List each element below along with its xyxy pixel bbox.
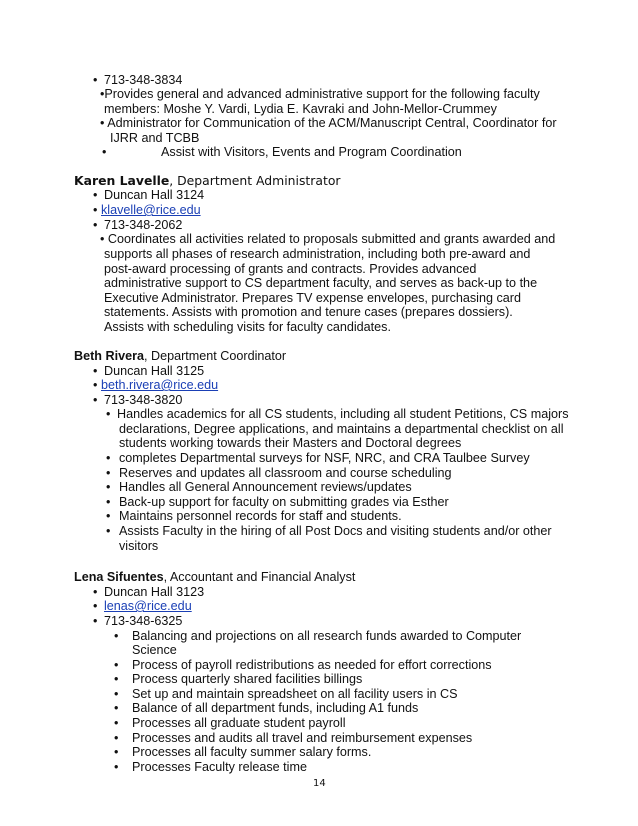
staff-heading — [74, 173, 341, 188]
duty-line: Processes Faculty release time — [132, 760, 307, 774]
duty-line: completes Departmental surveys for NSF, NRC, and CRA Taulbee Survey — [119, 451, 530, 465]
duty-line: •Provides general and advanced administrative support for the following faculty — [100, 87, 540, 101]
bullet: • — [106, 466, 111, 480]
duty-line: Handles all General Announcement reviews/updates — [119, 480, 412, 494]
duty-line: declarations, Degree applications, and maintains a departmental checklist on all — [119, 422, 564, 436]
bullet: • — [114, 731, 119, 745]
duty-line: Executive Administrator. Prepares TV expense envelopes, purchasing card — [104, 291, 521, 305]
bullet: • — [93, 218, 98, 232]
bullet: • — [93, 378, 98, 392]
staff-heading — [74, 570, 355, 585]
bullet: • — [93, 393, 98, 407]
bullet: • — [106, 495, 111, 509]
email-link[interactable]: lenas@rice.edu — [104, 599, 192, 613]
duty-line: Set up and maintain spreadsheet on all facility users in CS — [132, 687, 458, 701]
contact-phone: 713-348-6325 — [104, 614, 183, 628]
duty-line: Processes all graduate student payroll — [132, 716, 346, 730]
duty-line: supports all phases of research administration, including both pre-award and — [104, 247, 531, 261]
email-link[interactable]: klavelle@rice.edu — [101, 203, 201, 217]
duty-line: post-award processing of grants and contracts. Provides advanced — [104, 262, 477, 276]
bullet: • — [106, 407, 111, 421]
staff-title: , Department Coordinator — [144, 349, 287, 363]
bullet: • — [114, 745, 119, 759]
page-number: 14 — [313, 778, 326, 789]
duty-line: Assist with Visitors, Events and Program Coordination — [161, 145, 462, 159]
email-link[interactable]: beth.rivera@rice.edu — [101, 378, 219, 392]
bullet: • — [93, 73, 98, 87]
bullet: • — [93, 188, 98, 202]
duty-line: Process of payroll redistributions as needed for effort corrections — [132, 658, 492, 672]
duty-line: • Coordinates all activities related to proposals submitted and grants awarded and — [100, 232, 556, 246]
duty-line: Processes all faculty summer salary forms. — [132, 745, 372, 759]
duty-line: visitors — [119, 539, 159, 553]
duty-line: Assists with scheduling visits for faculty candidates. — [104, 320, 391, 334]
duty-line: students working towards their Masters and Doctoral degrees — [119, 436, 462, 450]
bullet: • — [106, 480, 111, 494]
bullet: • — [93, 203, 98, 217]
duty-line: IJRR and TCBB — [110, 131, 200, 145]
duty-line: Balance of all department funds, including A1 funds — [132, 701, 419, 715]
bullet: • — [93, 585, 98, 599]
bullet: • — [93, 364, 98, 378]
bullet: • — [114, 687, 119, 701]
duty-line: Reserves and updates all classroom and course scheduling — [119, 466, 452, 480]
staff-title: , Accountant and Financial Analyst — [163, 570, 356, 584]
staff-name: Lena Sifuentes — [74, 570, 164, 584]
staff-heading — [74, 349, 286, 364]
duty-line: Balancing and projections on all research funds awarded to Computer — [132, 629, 522, 643]
bullet: • — [114, 760, 119, 774]
staff-name: Beth Rivera — [74, 349, 144, 363]
duty-line: Handles academics for all CS students, including all student Petitions, CS majors — [117, 407, 569, 421]
duty-line: Maintains personnel records for staff and students. — [119, 509, 402, 523]
duty-line: Processes and audits all travel and reimbursement expenses — [132, 731, 473, 745]
staff-title: , Department Administrator — [169, 173, 341, 188]
duty-line: Science — [132, 643, 177, 657]
office-location: Duncan Hall 3125 — [104, 364, 205, 378]
bullet: • — [106, 451, 111, 465]
contact-phone: 713-348-2062 — [104, 218, 183, 232]
bullet: • — [93, 599, 98, 613]
staff-name: Karen Lavelle — [74, 173, 170, 188]
office-location: Duncan Hall 3124 — [104, 188, 205, 202]
office-location: Duncan Hall 3123 — [104, 585, 205, 599]
bullet: • — [106, 524, 111, 538]
duty-line: members: Moshe Y. Vardi, Lydia E. Kavraki and John-Mellor-Crummey — [104, 102, 497, 116]
bullet: • — [114, 658, 119, 672]
bullet: • — [114, 716, 119, 730]
contact-phone: 713-348-3820 — [104, 393, 183, 407]
bullet: • — [114, 629, 119, 643]
bullet: • — [114, 672, 119, 686]
duty-line: • Administrator for Communication of the ACM/Manuscript Central, Coordinator for — [100, 116, 557, 130]
bullet: • — [102, 145, 107, 159]
duty-line: statements. Assists with promotion and tenure cases (prepares dossiers). — [104, 305, 513, 319]
bullet: • — [114, 701, 119, 715]
duty-line: Process quarterly shared facilities billings — [132, 672, 363, 686]
contact-phone: 713-348-3834 — [104, 73, 183, 87]
duty-line: Assists Faculty in the hiring of all Post Docs and visiting students and/or other — [119, 524, 552, 538]
duty-line: Back-up support for faculty on submitting grades via Esther — [119, 495, 449, 509]
bullet: • — [93, 614, 98, 628]
bullet: • — [106, 509, 111, 523]
duty-line: administrative support to CS department faculty, and serves as back-up to the — [104, 276, 538, 290]
